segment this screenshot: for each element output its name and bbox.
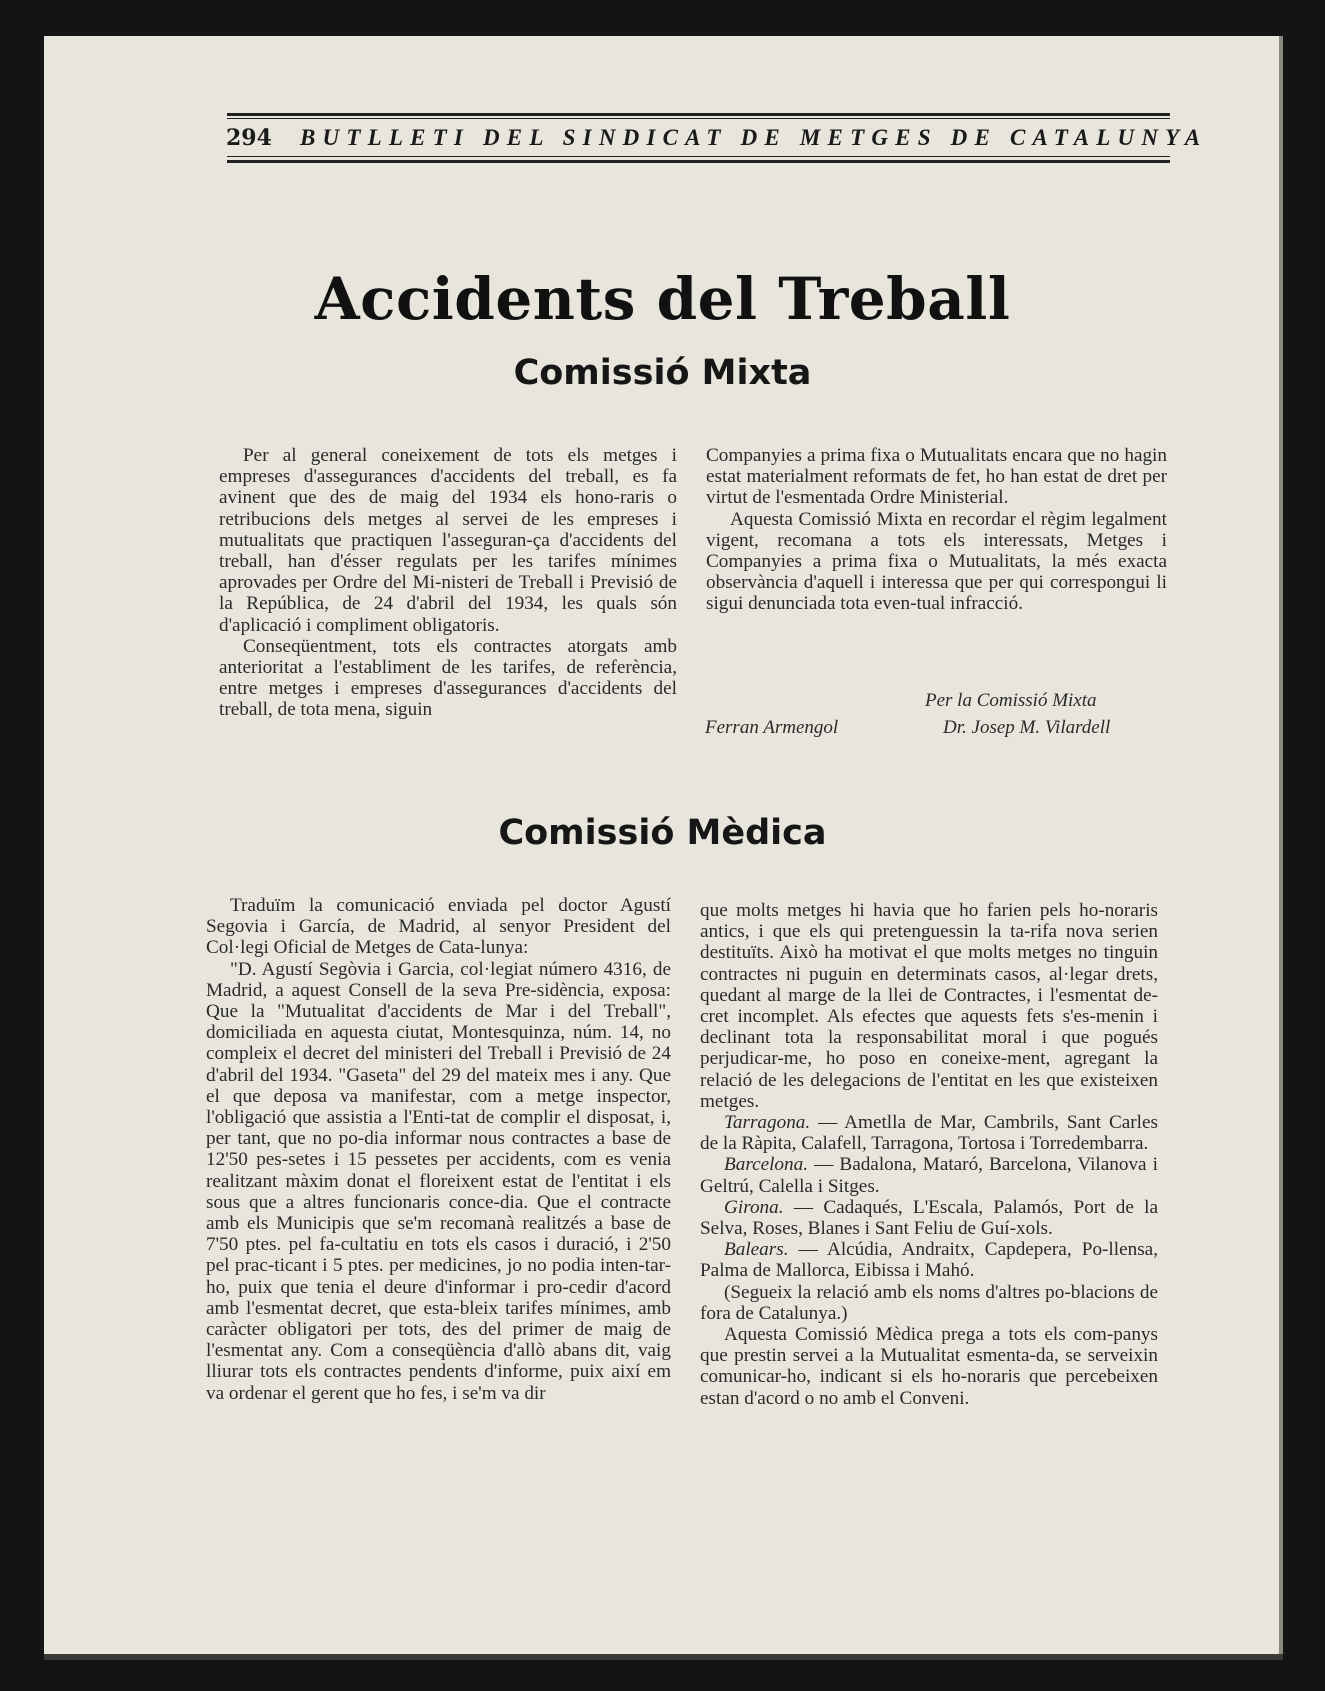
header-rule-bottom-thin <box>227 156 1170 157</box>
section-heading-comissio-mixta: Comissió Mixta <box>513 353 812 393</box>
paragraph: Aquesta Comissió Mèdica prega a tots els com-panys que prestin servei a la Mutualitat esmenta-da, se serveixin comunicar-ho, indicant si els ho-noraris que percebeixen estan d'acord o no amb el Conveni. <box>700 1324 1158 1409</box>
page-bottom-edge <box>44 1654 1283 1660</box>
paragraph: Aquesta Comissió Mixta en recordar el règim legalment vigent, recomana a tots els interessats, Metges i Companyies a prima fixa o Mutualitats, la més exacta observància d'aquell i interessa que per qui correspongui li sigui denunciada tota even-tual infracció. <box>706 508 1167 615</box>
header-rule-top-thin <box>227 118 1170 119</box>
paragraph: Per al general coneixement de tots els metges i empreses d'assegurances d'accidents del treball, es fa avinent que des de maig del 1934 els hono-raris o retribucions dels metges al servei de les empreses i mutualitats que practiquen l'asseguran-ça d'accidents del treball, han d'ésser regulats per les tarifes mínimes aprovades per Ordre del Mi-nisteri de Treball i Previsió de la República, de 24 d'abril del 1934, les quals són d'aplicació i compliment obligatoris. <box>219 445 677 636</box>
signature-name-left: Ferran Armengol <box>705 717 839 738</box>
paragraph: que molts metges hi havia que ho farien pels ho-noraris antics, i que els qui pretenguessin la ta-rifa nova serien destituïts. Això ha motivat el que molts metges no tinguin contractes ni puguin en determinats casos, al·legar drets, quedant al marge de la llei de Contractes, i l'esmentat de-cret incomplet. Als efectes que aquests fets s'es-menin i declinant tota la responsabilitat moral i que pogués perjudicar-me, ho poso en coneixe-ment, agregant la relació de les delegacions de l'entitat en les que existeixen metges. <box>700 900 1158 1112</box>
town-list: — Badalona, Mataró, Barcelona, Vilanova i Geltrú, Calella i Sitges. <box>700 1154 1158 1197</box>
paragraph: "D. Agustí Segòvia i Garcia, col·legiat número 4316, de Madrid, a aquest Consell de la seva Pre-sidència, exposa: Que la "Mutualitat d'accidents de Mar i del Treball", domiciliada en aquesta ciutat, Montesquinza, núm. 14, no compleix el decret del ministeri del Treball i Previsió de 24 d'abril del 1934. "Gaseta" del 29 del mateix mes i any. Que el que deposa va manifestar, com a metge inspector, l'obligació que assistia a l'Enti-tat de complir el disposat, i, per tant, que no po-dia informar nous contractes a base de 12'50 pes-setes i 15 pessetes per accidents, com es venia realitzant màxim donat el floreixent estat de l'entitat i els sous que a altres funcionaris conce-dia. Que el contracte amb els Municipis que se'm recomanà realitzés a base de 7'50 ptes. pel fa-cultatiu en tots els casos i duració, i 2'50 pel prac-ticant i 5 ptes. per medicines, jo no podia inten-tar-ho, puix que tenia el deure d'informar i pro-cedir d'acord amb l'esmentat decret, que esta-bleix tarifes mínimes, amb caràcter obligatori per tots, des del primer de maig de l'esmentat any. Com a conseqüència d'allò abans dit, vaig lliurar tots els contractes pendents d'informe, puix així em va ordenar el gerent que ho fes, i se'm va dir <box>206 958 671 1404</box>
medica-column-right <box>700 900 1158 1409</box>
mixta-column-right <box>706 445 1167 615</box>
region-name: Tarragona. <box>724 1112 811 1134</box>
place-list-barcelona <box>700 1154 1158 1196</box>
paragraph: Conseqüentment, tots els contractes atorgats amb anterioritat a l'establiment de les tarifes, de referència, entre metges i empreses d'assegurances d'accidents del treball, de tota mena, siguin <box>219 635 677 721</box>
town-list: — Alcúdia, Andraitx, Capdepera, Po-llensa, Palma de Mallorca, Eibissa i Mahó. <box>700 1239 1158 1282</box>
signature-committee: Per la Comissió Mixta <box>925 690 1097 711</box>
signature-name-right: Dr. Josep M. Vilardell <box>943 717 1111 738</box>
header-rule-bottom <box>227 160 1170 163</box>
page-number: 294 <box>226 125 272 151</box>
publication-title: BUTLLETI DEL SINDICAT DE METGES DE CATALUNYA <box>300 125 1208 150</box>
mixta-column-left <box>219 445 677 721</box>
paragraph: Traduïm la comunicació enviada pel doctor Agustí Segovia i García, de Madrid, al senyor President del Col·legi Oficial de Metges de Cata-lunya: <box>206 895 671 959</box>
region-name: Barcelona. <box>724 1154 809 1176</box>
town-list: — Cadaqués, L'Escala, Palamós, Port de la Selva, Roses, Blanes i Sant Feliu de Guí-xols. <box>700 1196 1158 1240</box>
place-list-balears <box>700 1239 1158 1281</box>
place-list-girona <box>700 1197 1158 1239</box>
place-list-tarragona <box>700 1112 1158 1154</box>
medica-column-left <box>206 895 671 1404</box>
town-list: — Ametlla de Mar, Cambrils, Sant Carles de la Ràpita, Calafell, Tarragona, Tortosa i Torredembarra. <box>700 1112 1158 1155</box>
region-name: Balears. <box>724 1239 789 1261</box>
paragraph: (Segueix la relació amb els noms d'altres po-blacions de fora de Catalunya.) <box>700 1281 1158 1324</box>
paragraph: Companyies a prima fixa o Mutualitats encara que no hagin estat materialment reformats de fet, ho han estat de dret per virtut de l'esmentada Ordre Ministerial. <box>706 445 1167 509</box>
region-name: Girona. <box>724 1196 784 1218</box>
article-title: Accidents del Treball <box>314 265 1011 333</box>
section-heading-comissio-medica: Comissió Mèdica <box>498 813 827 853</box>
header-rule-top <box>227 113 1170 116</box>
